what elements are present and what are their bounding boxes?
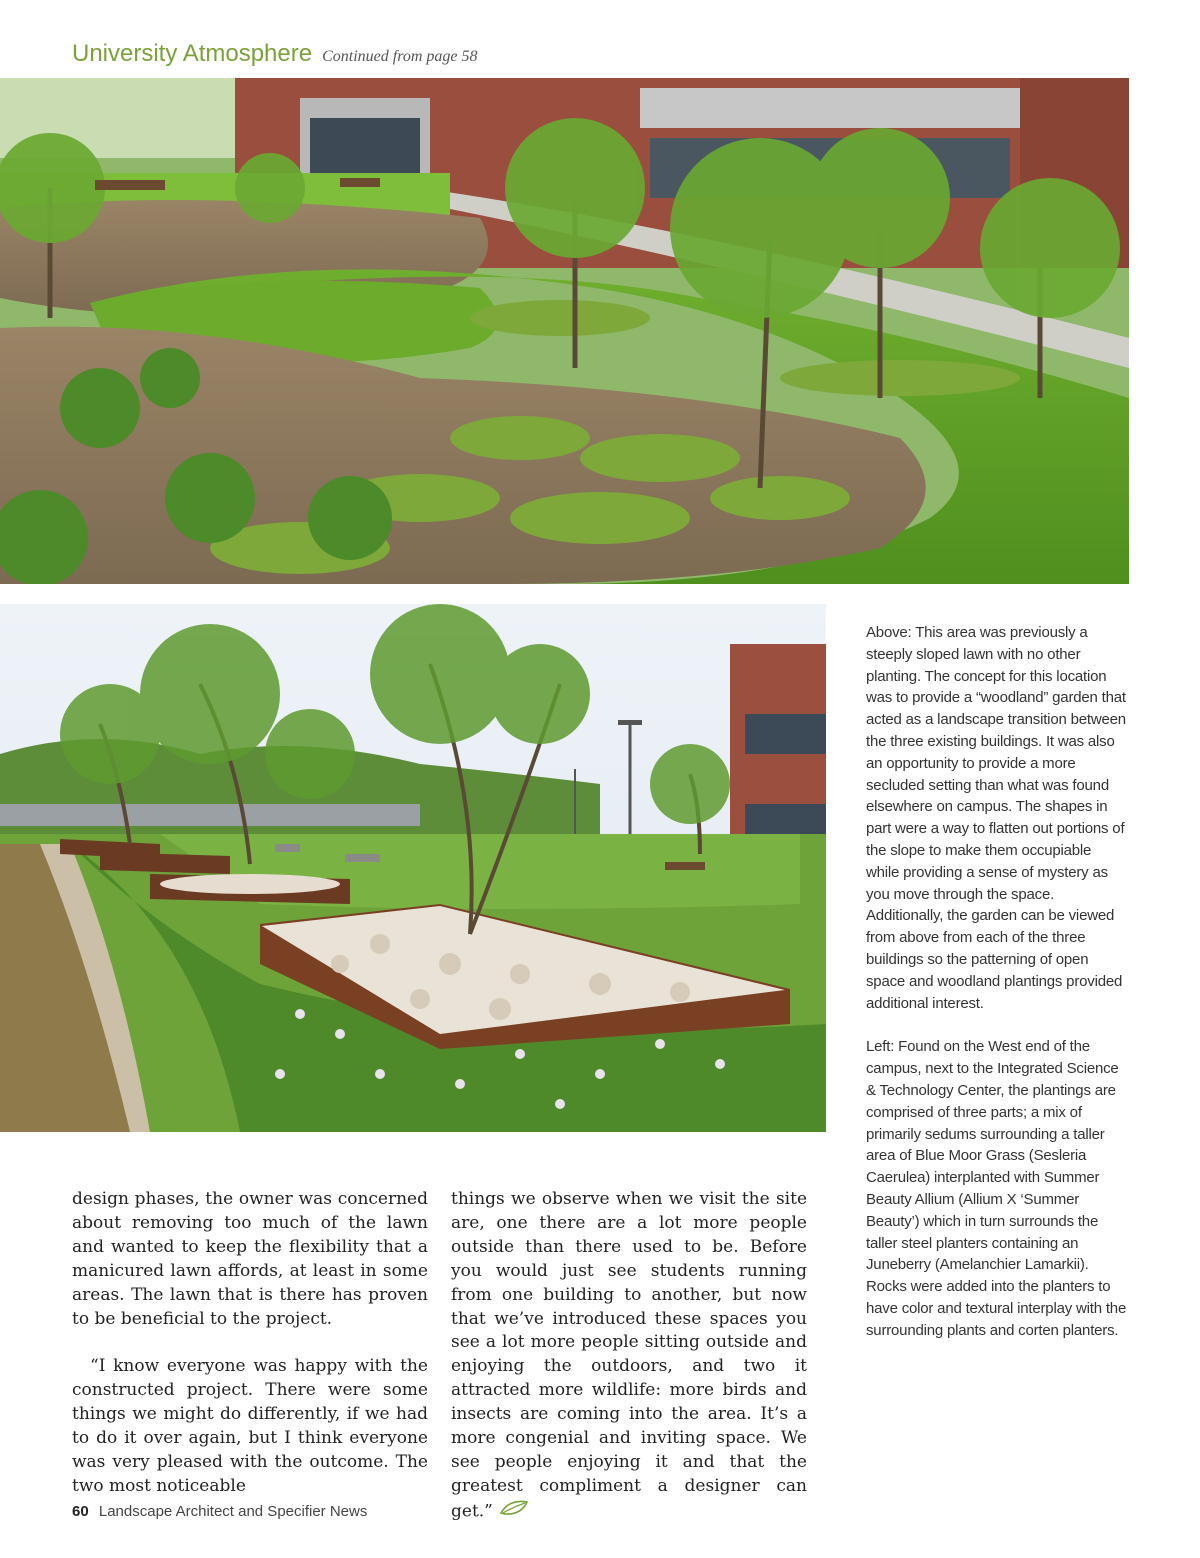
section-title: University Atmosphere xyxy=(72,40,313,67)
caption-above: Above: This area was previously a steeply sloped lawn with no other planting. The concept for this location was to provide a “woodland” garden that acted as a landscape transition between the three existing buildings. It was also an opportunity to provide a more secluded setting than what was found elsewhere on campus. The shapes in part were a way to flatten out portions of the slope to make them occupiable while providing a sense of mystery as you move through the space. Additionally, the garden can be viewed from above from each of the three buildings so the patterning of open space and woodland plantings provided additional interest. xyxy=(866,624,1126,1012)
body-text: things we observe when we visit the site are, one there are a lot more people outside than there used to be. Before you would just see students running from one building to another, but now that we’ve introduced these spaces you see a lot more people sitting outside and enjoying the outdoors, and two it attracted more wildlife: more birds and insects are coming into the area. It’s a more congenial and inviting space. We see people enjoying it and that the greatest compliment a designer can get.” xyxy=(451,1189,807,1522)
page-footer xyxy=(72,1503,367,1520)
continued-note: Continued from page 58 xyxy=(322,48,478,65)
body-paragraph: design phases, the owner was concerned about removing too much of the lawn and wanted to keep the flexibility that a manicured lawn affords, at least in some areas. The lawn that is there has proven to be beneficial to the project. xyxy=(72,1189,428,1329)
page-header xyxy=(72,40,478,68)
body-paragraph xyxy=(451,1188,807,1525)
photo-woodland-garden xyxy=(0,78,1129,584)
body-column-2 xyxy=(451,1188,807,1525)
publication-name: Landscape Architect and Specifier News xyxy=(98,1503,368,1520)
photo-captions xyxy=(866,622,1128,1364)
leaf-icon xyxy=(499,1499,529,1525)
photo-woodland-garden-illustration xyxy=(0,78,1129,584)
caption-left: Left: Found on the West end of the campus, next to the Integrated Science & Technology Center, the plantings are comprised of three parts; a mix of primarily sedums surrounding a taller area of Blue Moor Grass (Sesleria Caerulea) interplanted with Summer Beauty Allium (Allium X ‘Summer Beauty’) which in turn surrounds the taller steel planters containing an Juneberry (Amelanchier Lamarkii). Rocks were added into the planters to have color and textural interplay with the surrounding plants and corten planters. xyxy=(866,1038,1127,1339)
photo-steel-planters xyxy=(0,604,826,1132)
photo-steel-planters-illustration xyxy=(0,604,826,1132)
body-paragraph: “I know everyone was happy with the constructed project. There were some things we might do differently, if we had to do it over again, but I think everyone was very pleased with the outcome. The two most noticeable xyxy=(72,1356,428,1496)
body-column-1 xyxy=(72,1188,428,1499)
page-number: 60 xyxy=(72,1503,89,1520)
